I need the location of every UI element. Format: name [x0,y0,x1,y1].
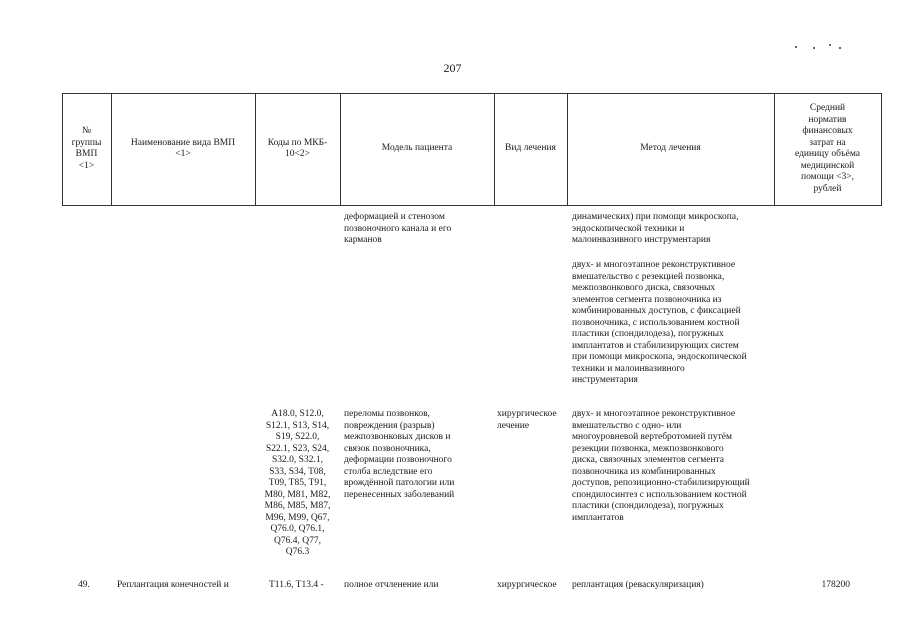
header-treatment-method: Метод лечения [640,143,701,154]
row49-method: реплантация (реваскуляризация) [572,580,704,590]
block3-treatment-type: хирургическое лечение [497,409,557,431]
scan-specks [795,44,855,50]
row49-number: 49. [78,580,90,590]
page-number: 207 [443,61,462,75]
header-avg-cost: Средний норматив финансовых затрат на единицу объёма медицинской помощи <3>, рублей [794,103,861,194]
header-treatment-type: Вид лечения [505,143,556,154]
header-patient-model: Модель пациента [381,143,453,154]
cont-patient-model: деформацией и стенозом позвоночного канала и его карманов [344,212,452,245]
block3-method: двух- и многоэтапное реконструктивное вмешательство с одно- или многоуровневой вертебротомией путём резекции позвонка, межпозвонкового диска, связочных элементов сегмента позвоночника из комбинированных доступов, репозиционно-стабилизирующий спондилосинтез с использованием костной пластики (спондилодеза), погружных имплантатов [572,409,750,523]
cont-method: динамических) при помощи микроскопа, эндоскопической техники и малоинвазивного инструментария [572,212,739,245]
header-icd-codes: Коды по МКБ- 10<2> [267,137,328,159]
row49-patient-model: полное отчленение или [344,580,439,590]
method-block-2: двух- и многоэтапное реконструктивное вмешательство с резекцией позвонка, межпозвонкового диска, связочных элементов сегмента позвоночника из комбинированных доступов, с фиксацией позвоночника, с использованием костной пластики (спондилодеза), погружных имплантатов и стабилизирующих систем при помощи микроскопа, эндоскопической техники и малоинвазивного инструментария [572,260,747,385]
row49-name: Реплантация конечностей и [117,580,229,590]
row49-cost: 178200 [821,580,850,590]
block3-icd-codes: A18.0, S12.0, S12.1, S13, S14, S19, S22.0, S22.1, S23, S24, S32.0, S32.1, S33, S34, T08, T09, T85, T91, M80, M81, M82, M86, M85, M87, M96, M99, Q67, Q76.0, Q76.1, Q76.4, Q77, Q76.3 [264,409,331,557]
block3-patient-model: переломы позвонков, повреждения (разрыв) межпозвонковых дисков и связок позвоночника, деформации позвоночного столба вследствие его врождённой патологии или перенесенных заболеваний [344,409,455,500]
header-group-no: № группы ВМП <1> [71,126,102,171]
col-divider [881,93,882,205]
row49-treatment-type: хирургическое [497,580,557,590]
header-vmp-name: Наименование вида ВМП <1> [130,137,236,159]
row49-codes: T11.6, T13.4 - [269,580,324,590]
header-bottom-line [62,205,882,206]
